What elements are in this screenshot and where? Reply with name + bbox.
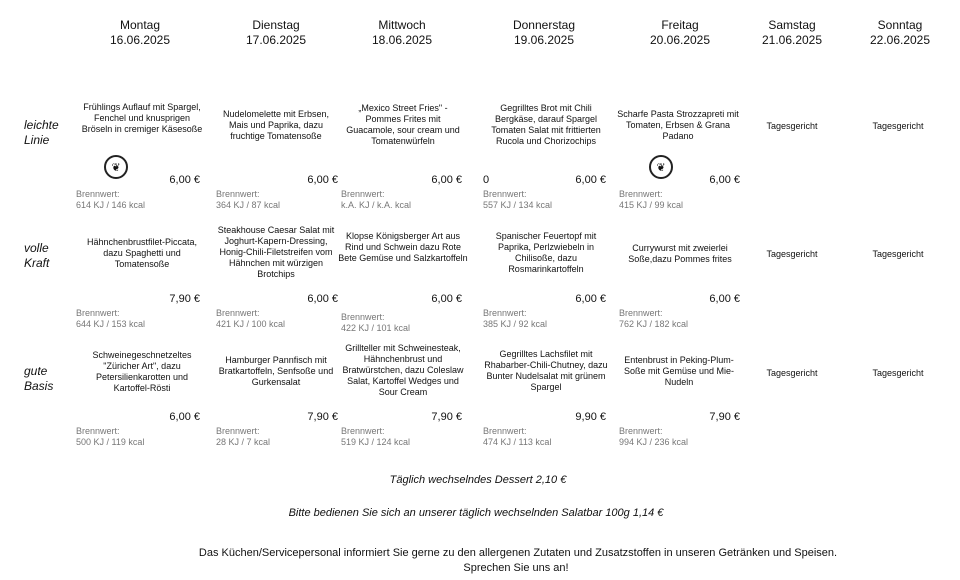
day-header-saturday — [752, 18, 832, 48]
energy-label: Brennwert: — [483, 426, 527, 436]
weekend-daily-dish: Tagesgericht — [766, 249, 818, 259]
dish-price: 9,90 € — [575, 411, 606, 423]
energy-value: 415 KJ / 99 kcal — [619, 200, 684, 210]
day-name: Montag — [119, 18, 161, 32]
dish-price: 7,90 € — [169, 293, 200, 305]
dish-price: 7,90 € — [307, 411, 338, 423]
row-label-line: gute — [24, 364, 48, 378]
row-label-line: Linie — [24, 133, 50, 147]
row-label-line: Kraft — [24, 256, 50, 270]
dish-price: 6,00 € — [575, 174, 606, 186]
energy-label: Brennwert: — [76, 426, 120, 436]
energy-value: 994 KJ / 236 kcal — [619, 437, 689, 447]
energy-value: 557 KJ / 134 kcal — [483, 200, 553, 210]
weekend-daily-dish: Tagesgericht — [872, 249, 924, 259]
dish-name: Hähnchenbrustfilet-Piccata, dazu Spaghetti und Tomatensoße — [86, 237, 198, 269]
dessert-note: Täglich wechselndes Dessert 2,10 € — [389, 474, 567, 486]
day-date: 16.06.2025 — [109, 33, 171, 47]
dish-price: 6,00 € — [575, 293, 606, 305]
day-name: Freitag — [661, 18, 699, 32]
weekend-daily-dish: Tagesgericht — [766, 368, 818, 378]
day-date: 18.06.2025 — [371, 33, 433, 47]
dish-name: Spanischer Feuertopf mit Paprika, Perlzwiebeln in Chilisoße, dazu Rosmarinkartoffeln — [495, 231, 597, 274]
dish-name: Scharfe Pasta Strozzapreti mit Tomaten, Erbsen & Grana Padano — [617, 109, 739, 141]
row-label-leichte-linie — [24, 118, 59, 148]
weekend-daily-dish: Tagesgericht — [872, 121, 924, 131]
day-date: 20.06.2025 — [649, 33, 711, 47]
allergen-contact-note: Sprechen Sie uns an! — [463, 562, 569, 574]
dish-extra-mark: 0 — [483, 174, 490, 186]
day-header-friday — [640, 18, 720, 48]
energy-label: Brennwert: — [216, 426, 260, 436]
day-header-sunday — [860, 18, 940, 48]
dish-name: Gegrilltes Lachsfilet mit Rhabarber-Chili-Chutney, dazu Bunter Nudelsalat mit grünem Spargel — [484, 349, 608, 392]
energy-label: Brennwert: — [483, 308, 527, 318]
energy-label: Brennwert: — [619, 308, 663, 318]
energy-label: Brennwert: — [619, 426, 663, 436]
day-header-tuesday — [236, 18, 316, 48]
energy-value: 422 KJ / 101 kcal — [341, 323, 411, 333]
energy-label: Brennwert: — [216, 308, 260, 318]
energy-label: Brennwert: — [483, 189, 527, 199]
dish-price: 7,90 € — [709, 411, 740, 423]
vegetarian-leaf-icon: ❦ — [649, 155, 673, 179]
dish-price: 6,00 € — [169, 174, 200, 186]
energy-value: 614 KJ / 146 kcal — [76, 200, 146, 210]
energy-value: 762 KJ / 182 kcal — [619, 319, 689, 329]
row-label-line: Basis — [24, 379, 54, 393]
energy-label: Brennwert: — [76, 308, 120, 318]
energy-label: Brennwert: — [341, 426, 385, 436]
row-label-line: leichte — [24, 118, 59, 132]
day-header-monday — [100, 18, 180, 48]
dish-price: 6,00 € — [307, 174, 338, 186]
energy-label: Brennwert: — [341, 189, 385, 199]
energy-label: Brennwert: — [216, 189, 260, 199]
day-header-wednesday — [362, 18, 442, 48]
vegetarian-leaf-icon: ❦ — [104, 155, 128, 179]
dish-name: Nudelomelette mit Erbsen, Mais und Paprika, dazu fruchtige Tomatensoße — [222, 109, 330, 141]
energy-value: 644 KJ / 153 kcal — [76, 319, 146, 329]
dish-price: 6,00 € — [709, 174, 740, 186]
day-name: Donnerstag — [512, 18, 576, 32]
dish-name: Frühlings Auflauf mit Spargel, Fenchel und knusprigen Bröseln in cremiger Käsesoße — [81, 102, 203, 134]
energy-value: 421 KJ / 100 kcal — [216, 319, 286, 329]
dish-price: 6,00 € — [431, 174, 462, 186]
dish-price: 6,00 € — [431, 293, 462, 305]
dish-name: Grillteller mit Schweinesteak, Hähnchenbrust und Bratwürstchen, dazu Coleslaw Salat, Kartoffel Wedges und Sour Cream — [342, 343, 464, 397]
day-date: 17.06.2025 — [245, 33, 307, 47]
dish-name: Entenbrust in Peking-Plum-Soße mit Gemüse und Mie-Nudeln — [623, 355, 735, 387]
dish-name: „Mexico Street Fries" - Pommes Frites mit Guacamole, sour cream und Tomatenwürfeln — [346, 103, 460, 146]
energy-value: 385 KJ / 92 kcal — [483, 319, 548, 329]
energy-value: 28 KJ / 7 kcal — [216, 437, 271, 447]
energy-label: Brennwert: — [619, 189, 663, 199]
day-name: Sonntag — [877, 18, 923, 32]
dish-price: 6,00 € — [709, 293, 740, 305]
energy-value: 364 KJ / 87 kcal — [216, 200, 281, 210]
day-name: Samstag — [768, 18, 816, 32]
weekend-daily-dish: Tagesgericht — [872, 368, 924, 378]
row-label-volle-kraft — [24, 241, 49, 271]
dish-name: Hamburger Pannfisch mit Bratkartoffeln, Senfsoße und Gurkensalat — [218, 355, 334, 387]
dish-name: Gegrilltes Brot mit Chili Bergkäse, darauf Spargel Tomaten Salat mit frittierten Rucola und Chorizochips — [491, 103, 601, 146]
dish-name: Klopse Königsberger Art aus Rind und Schwein dazu Rote Bete Gemüse und Salzkartoffeln — [338, 231, 468, 263]
day-name: Mittwoch — [378, 18, 426, 32]
salad-bar-note: Bitte bedienen Sie sich an unserer täglich wechselnden Salatbar 100g 1,14 € — [288, 507, 664, 519]
energy-value: 474 KJ / 113 kcal — [483, 437, 552, 447]
day-header-thursday — [504, 18, 584, 48]
allergen-note: Das Küchen/Servicepersonal informiert Sie gerne zu den allergenen Zutaten und Zusatzstoffen in unseren Getränken und Speisen. — [198, 547, 838, 559]
energy-value: 519 KJ / 124 kcal — [341, 437, 411, 447]
day-date: 21.06.2025 — [761, 33, 823, 47]
dish-price: 7,90 € — [431, 411, 462, 423]
energy-label: Brennwert: — [76, 189, 120, 199]
dish-price: 6,00 € — [169, 411, 200, 423]
day-date: 22.06.2025 — [869, 33, 931, 47]
energy-label: Brennwert: — [341, 312, 385, 322]
row-label-line: volle — [24, 241, 49, 255]
energy-value: 500 KJ / 119 kcal — [76, 437, 145, 447]
dish-name: Schweinegeschnetzeltes "Züricher Art", dazu Petersilienkarotten und Kartoffel-Rösti — [92, 350, 192, 393]
dish-name: Currywurst mit zweierlei Soße,dazu Pommes frites — [628, 243, 732, 264]
day-date: 19.06.2025 — [513, 33, 575, 47]
day-name: Dienstag — [252, 18, 300, 32]
energy-value: k.A. KJ / k.A. kcal — [341, 200, 412, 210]
row-label-gute-basis — [24, 364, 53, 394]
dish-name: Steakhouse Caesar Salat mit Joghurt-Kapern-Dressing, Honig-Chili-Filetstreifen vom Hähnchen mit würzigen Brotchips — [217, 225, 335, 279]
dish-price: 6,00 € — [307, 293, 338, 305]
weekend-daily-dish: Tagesgericht — [766, 121, 818, 131]
